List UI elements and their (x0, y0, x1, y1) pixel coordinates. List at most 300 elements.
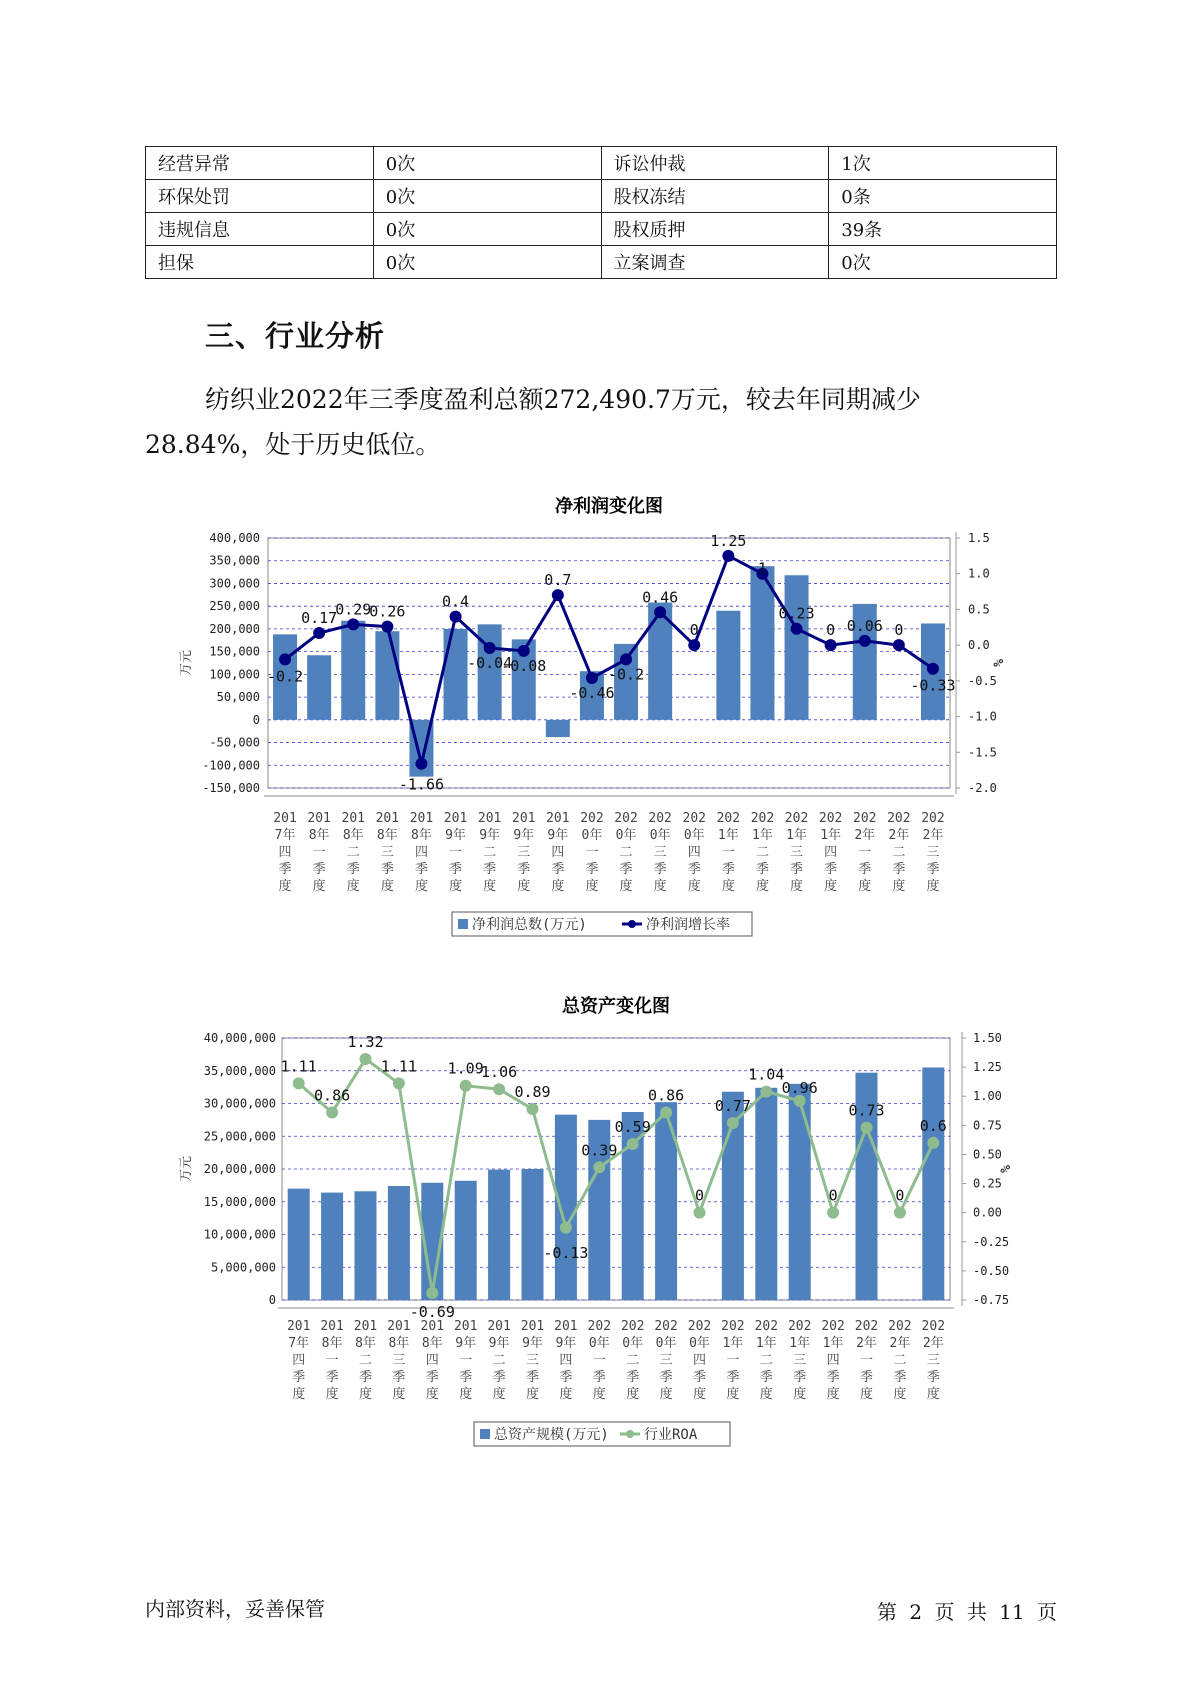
bar (789, 1084, 811, 1300)
x-tick-label: 度 (358, 1387, 373, 1402)
data-label: 0.06 (846, 616, 883, 635)
line-point (381, 621, 393, 633)
data-label: 0.46 (642, 588, 679, 607)
line-point (360, 1053, 372, 1065)
data-label: 0.96 (781, 1078, 818, 1097)
x-tick-label: 季 (687, 862, 701, 877)
x-tick-label: 1年 (820, 828, 842, 843)
x-tick-label: 二 (626, 1353, 640, 1368)
bar (341, 621, 365, 720)
table-row (146, 147, 1057, 180)
data-label: -0.08 (501, 656, 547, 675)
x-tick-label: 二 (492, 1353, 506, 1368)
line-point (827, 1207, 839, 1219)
x-tick-label: 季 (483, 862, 497, 877)
x-tick-label: 1年 (789, 1336, 811, 1351)
x-tick-label: 度 (892, 879, 906, 894)
data-label: -0.46 (569, 684, 615, 702)
line-point (326, 1107, 338, 1119)
x-tick-label: 1年 (786, 828, 807, 843)
line-point (694, 1207, 706, 1219)
x-tick-label: 2年 (889, 1336, 911, 1351)
y-tick-label-left: 0 (252, 712, 260, 727)
data-label: -0.2 (607, 665, 645, 684)
x-tick-label: 四 (559, 1353, 573, 1368)
x-tick-label: 201 (487, 1319, 511, 1334)
line-point (460, 1080, 472, 1092)
x-tick-label: 季 (721, 862, 735, 877)
x-tick-label: 9年 (455, 1336, 477, 1351)
x-tick-label: 2年 (922, 1336, 944, 1351)
bar (922, 1067, 944, 1300)
x-tick-label: 201 (320, 1319, 344, 1334)
data-label: 0.73 (848, 1101, 885, 1120)
x-tick-label: 0年 (649, 828, 671, 843)
y-tick-label-left: -100,000 (202, 758, 260, 773)
chart-title: 净利润变化图 (555, 496, 663, 517)
x-tick-label: 0年 (689, 1336, 710, 1351)
y-tick-label-right: -0.5 (968, 673, 997, 688)
x-tick-label: 季 (459, 1370, 473, 1385)
x-tick-label: 二 (358, 1353, 373, 1368)
x-tick-label: 202 (854, 1319, 879, 1334)
x-tick-label: 2年 (854, 828, 876, 843)
x-tick-label: 9年 (445, 828, 466, 843)
legend-bar-swatch (458, 919, 468, 929)
y-tick-label-right: 0.0 (968, 638, 990, 653)
x-tick-label: 8年 (388, 1336, 410, 1351)
x-tick-label: 季 (414, 862, 428, 877)
x-tick-label: 2年 (856, 1336, 877, 1351)
y-tick-label-left: 40,000,000 (203, 1031, 276, 1045)
data-label: -0.69 (409, 1303, 455, 1322)
y-tick-label-right: 0.25 (973, 1176, 1002, 1191)
risk-count: 0次 (829, 246, 1057, 279)
x-tick-label: 季 (380, 862, 394, 877)
y-tick-label-right: -0.75 (973, 1293, 1010, 1307)
y-tick-label-left: 5,000,000 (210, 1260, 276, 1275)
x-tick-label: 202 (648, 811, 672, 826)
x-tick-label: 度 (483, 879, 497, 894)
x-tick-label: 一 (449, 845, 463, 860)
x-tick-label: 度 (459, 1387, 473, 1402)
bar (546, 720, 570, 737)
x-tick-label: 度 (619, 879, 633, 894)
x-tick-label: 201 (307, 811, 331, 826)
y-tick-label-left: 15,000,000 (203, 1194, 276, 1209)
legend-label: 净利润总数(万元) (472, 917, 587, 933)
x-tick-label: 度 (414, 879, 428, 894)
x-tick-label: 二 (483, 845, 497, 860)
x-tick-label: 三 (380, 845, 394, 860)
y-tick-label-right: 1.5 (968, 531, 990, 545)
x-tick-label: 度 (893, 1387, 907, 1402)
x-tick-label: 季 (492, 1370, 506, 1385)
x-tick-label: 季 (653, 862, 667, 877)
y-tick-label-right: -2.0 (968, 781, 997, 795)
x-tick-label: 8年 (308, 828, 330, 843)
legend-label: 净利润增长率 (646, 917, 730, 933)
x-tick-label: 度 (392, 1387, 406, 1402)
line-point (527, 1103, 539, 1115)
x-tick-label: 度 (346, 879, 360, 894)
x-tick-label: 二 (759, 1353, 773, 1368)
x-tick-label: 四 (551, 845, 565, 860)
y-tick-label-right: 0.50 (973, 1147, 1002, 1162)
x-tick-label: 1年 (822, 1336, 844, 1351)
risk-label: 股权冻结 (601, 180, 829, 213)
x-tick-label: 季 (449, 862, 463, 877)
x-tick-label: 季 (926, 862, 940, 877)
x-tick-label: 度 (312, 879, 326, 894)
bar (755, 1088, 777, 1300)
line-point (347, 618, 359, 630)
x-tick-label: 二 (892, 845, 906, 860)
y-tick-label-right: 0.00 (973, 1205, 1002, 1220)
x-tick-label: 202 (721, 1319, 745, 1334)
line-point (760, 1086, 772, 1098)
x-tick-label: 季 (358, 1370, 373, 1385)
bar (785, 575, 809, 720)
x-tick-label: 季 (592, 1370, 606, 1385)
bar (388, 1186, 410, 1300)
total-assets-chart (0, 990, 1191, 1460)
x-tick-label: 三 (525, 1353, 540, 1368)
bar (488, 1170, 510, 1300)
data-label: 0.59 (614, 1117, 651, 1136)
x-tick-label: 三 (517, 845, 531, 860)
risk-count: 1次 (829, 147, 1057, 180)
x-tick-label: 度 (551, 879, 565, 894)
data-label: 0 (826, 621, 836, 640)
line-point (791, 623, 803, 635)
x-tick-label: 一 (459, 1353, 473, 1368)
risk-label: 股权质押 (601, 213, 829, 246)
y-tick-label-left: 50,000 (216, 690, 260, 705)
plot-area (268, 538, 950, 788)
y-tick-label-left: 200,000 (209, 621, 260, 636)
x-tick-label: 三 (659, 1353, 673, 1368)
x-tick-label: 度 (559, 1387, 573, 1402)
y-tick-label-left: -150,000 (202, 781, 260, 795)
x-tick-label: 季 (793, 1370, 807, 1385)
x-tick-label: 三 (790, 845, 804, 860)
x-tick-label: 度 (525, 1387, 540, 1402)
data-label: 0.39 (581, 1141, 618, 1160)
x-tick-label: 度 (755, 879, 769, 894)
data-label: -0.04 (467, 654, 513, 672)
x-tick-label: 四 (824, 845, 838, 860)
y-tick-label-left: 300,000 (209, 576, 260, 591)
x-tick-label: 季 (858, 862, 872, 877)
y-tick-label-left: 250,000 (209, 599, 260, 614)
line-point (722, 550, 734, 562)
x-tick-label: 季 (790, 862, 804, 877)
data-label: 1 (757, 559, 767, 578)
line-point (560, 1222, 572, 1234)
x-tick-label: 8年 (355, 1336, 376, 1351)
bar (444, 629, 468, 720)
x-tick-label: 8年 (421, 1336, 443, 1351)
x-tick-label: 二 (619, 845, 633, 860)
x-tick-label: 度 (585, 879, 599, 894)
data-label: 1.11 (380, 1057, 417, 1076)
data-label: 0.77 (714, 1097, 751, 1116)
x-tick-label: 8年 (376, 828, 398, 843)
x-tick-label: 三 (926, 845, 940, 860)
x-tick-label: 8年 (342, 828, 364, 843)
x-tick-label: 季 (826, 1370, 840, 1385)
data-label: 0.6 (919, 1116, 947, 1135)
y-tick-label-left: 25,000,000 (203, 1129, 276, 1144)
table-row (146, 246, 1057, 279)
line-point (393, 1077, 405, 1089)
x-tick-label: 度 (278, 879, 292, 894)
data-label: 0.26 (369, 602, 406, 621)
x-tick-label: 四 (692, 1353, 707, 1368)
x-tick-label: 度 (325, 1387, 339, 1402)
data-label: 1.06 (481, 1063, 518, 1082)
x-tick-label: 9年 (547, 828, 569, 843)
data-label: 0.86 (648, 1086, 685, 1105)
x-tick-label: 一 (585, 845, 599, 860)
x-tick-label: 201 (546, 811, 570, 826)
y-tick-label-left: 350,000 (209, 553, 260, 568)
x-tick-label: 度 (380, 879, 394, 894)
data-label: 0 (689, 621, 699, 640)
line-point (620, 653, 632, 665)
chart-title: 总资产变化图 (562, 996, 670, 1017)
x-tick-label: 201 (409, 811, 434, 826)
line-point (586, 672, 598, 684)
x-tick-label: 一 (325, 1353, 339, 1368)
x-tick-label: 季 (325, 1370, 339, 1385)
data-label: 0.23 (778, 604, 815, 623)
x-tick-label: 2年 (888, 828, 910, 843)
y-tick-label-right: 1.25 (973, 1060, 1002, 1075)
x-tick-label: 季 (619, 862, 633, 877)
x-tick-label: 202 (754, 1319, 779, 1334)
x-tick-label: 度 (726, 1387, 740, 1402)
x-tick-label: 1年 (717, 828, 739, 843)
x-tick-label: 二 (755, 845, 769, 860)
data-label: -0.2 (266, 667, 304, 686)
y-tick-label-left: 20,000,000 (203, 1162, 276, 1176)
x-tick-label: 202 (654, 1319, 678, 1334)
x-tick-label: 一 (721, 845, 735, 860)
risk-count: 0次 (373, 213, 601, 246)
risk-count: 0条 (829, 180, 1057, 213)
x-tick-label: 8年 (321, 1336, 343, 1351)
x-tick-label: 度 (687, 879, 701, 894)
risk-label: 诉讼仲裁 (601, 147, 829, 180)
x-tick-label: 度 (859, 1387, 874, 1402)
legend-label: 行业ROA (644, 1427, 698, 1443)
x-tick-label: 季 (824, 862, 838, 877)
confidential-note: 内部资料，妥善保管 (145, 1597, 325, 1621)
line-point (450, 611, 462, 623)
x-tick-label: 202 (888, 1319, 912, 1334)
x-tick-label: 201 (353, 1319, 378, 1334)
line-point (627, 1138, 639, 1150)
x-tick-label: 0年 (588, 1336, 610, 1351)
x-tick-label: 度 (659, 1387, 673, 1402)
y-tick-label-right: -0.50 (973, 1263, 1010, 1278)
x-tick-label: 度 (425, 1387, 439, 1402)
x-tick-label: 0年 (622, 1336, 644, 1351)
x-tick-label: 0年 (655, 1336, 677, 1351)
line-point (279, 653, 291, 665)
x-tick-label: 季 (585, 862, 599, 877)
bar (321, 1193, 343, 1300)
x-tick-label: 一 (859, 1353, 874, 1368)
y-tick-label-right: 1.00 (973, 1089, 1002, 1104)
y-tick-label-right: 1.50 (973, 1031, 1002, 1045)
y-tick-label-right: 1.0 (968, 566, 990, 581)
x-tick-label: 季 (278, 862, 292, 877)
x-tick-label: 季 (926, 1370, 940, 1385)
line-point (927, 1137, 939, 1149)
x-tick-label: 1年 (722, 1336, 744, 1351)
x-tick-label: 202 (784, 811, 809, 826)
x-tick-label: 季 (312, 862, 326, 877)
x-tick-label: 202 (818, 811, 843, 826)
line-point (484, 642, 496, 654)
line-point (552, 589, 564, 601)
x-tick-label: 季 (392, 1370, 406, 1385)
paragraph-line: 28.84%，处于历史低位。 (145, 430, 441, 459)
risk-count: 39条 (829, 213, 1057, 246)
x-tick-label: 9年 (522, 1336, 543, 1351)
y-tick-label-left: 0 (268, 1293, 276, 1307)
x-tick-label: 季 (892, 862, 906, 877)
y-tick-label-right: 0.5 (968, 602, 990, 617)
x-tick-label: 二 (893, 1353, 907, 1368)
x-tick-label: 季 (292, 1370, 306, 1385)
line-point (859, 635, 871, 647)
data-label: 0.4 (442, 592, 470, 611)
y-tick-label-right: -0.25 (973, 1234, 1010, 1249)
data-label: 0 (895, 1186, 905, 1205)
x-tick-label: 9年 (488, 1336, 510, 1351)
y-axis-title-left: 万元 (179, 649, 194, 677)
line-point (654, 606, 666, 618)
x-tick-label: 度 (826, 1387, 840, 1402)
analysis-paragraph (145, 377, 1057, 467)
x-tick-label: 9年 (479, 828, 501, 843)
x-tick-label: 季 (755, 862, 769, 877)
x-tick-label: 202 (614, 811, 638, 826)
x-tick-label: 1年 (755, 1336, 777, 1351)
x-tick-label: 季 (626, 1370, 640, 1385)
x-tick-label: 2年 (922, 828, 944, 843)
table-row (146, 180, 1057, 213)
x-tick-label: 201 (477, 811, 502, 826)
x-tick-label: 201 (512, 811, 536, 826)
bar (375, 631, 399, 720)
x-tick-label: 季 (893, 1370, 907, 1385)
x-tick-label: 度 (292, 1387, 306, 1402)
x-tick-label: 202 (821, 1319, 845, 1334)
y-tick-label-left: 10,000,000 (203, 1227, 276, 1242)
y-tick-label-left: 30,000,000 (203, 1096, 276, 1111)
x-tick-label: 201 (420, 1319, 445, 1334)
x-tick-label: 季 (346, 862, 360, 877)
risk-label: 立案调查 (601, 246, 829, 279)
data-label: 0 (894, 621, 904, 640)
line-point (825, 639, 837, 651)
data-label: 0.17 (301, 609, 338, 627)
line-point (415, 758, 427, 770)
risk-summary-table (145, 146, 1057, 279)
x-tick-label: 度 (926, 1387, 940, 1402)
x-tick-label: 度 (926, 879, 940, 894)
legend-label: 总资产规模(万元) (494, 1427, 609, 1443)
x-tick-label: 四 (826, 1353, 840, 1368)
x-tick-label: 201 (453, 1319, 478, 1334)
data-label: 1.11 (280, 1057, 317, 1076)
bar (307, 655, 331, 720)
legend-bar-swatch (480, 1429, 490, 1439)
line-point (518, 645, 530, 657)
legend-line-marker (626, 1430, 634, 1438)
x-tick-label: 度 (721, 879, 735, 894)
x-tick-label: 季 (726, 1370, 740, 1385)
x-tick-label: 8年 (411, 828, 432, 843)
x-tick-label: 0年 (581, 828, 603, 843)
line-point (426, 1287, 438, 1299)
x-tick-label: 三 (392, 1353, 406, 1368)
x-tick-label: 1年 (752, 828, 773, 843)
x-tick-label: 季 (525, 1370, 540, 1385)
x-tick-label: 季 (517, 862, 531, 877)
x-tick-label: 三 (653, 845, 667, 860)
risk-label: 经营异常 (146, 147, 374, 180)
x-tick-label: 一 (726, 1353, 740, 1368)
y-tick-label-right: -1.0 (968, 709, 997, 724)
data-label: -0.33 (910, 676, 956, 695)
line-point (593, 1161, 605, 1173)
line-point (927, 663, 939, 675)
data-label: 1.09 (447, 1059, 484, 1078)
paragraph-line: 纺织业2022年三季度盈利总额272,490.7万元，较去年同期减少 (205, 385, 921, 414)
data-label: 0 (694, 1186, 705, 1205)
x-tick-label: 度 (824, 879, 838, 894)
risk-count: 0次 (373, 180, 601, 213)
x-tick-label: 度 (449, 879, 463, 894)
line-point (313, 627, 325, 639)
x-tick-label: 二 (346, 845, 360, 860)
y-axis-title-right: % (999, 1165, 1014, 1173)
x-tick-label: 202 (787, 1319, 812, 1334)
x-tick-label: 三 (793, 1353, 807, 1368)
x-tick-label: 201 (554, 1319, 578, 1334)
y-tick-label-right: 0.75 (973, 1118, 1002, 1133)
x-tick-label: 四 (687, 845, 701, 860)
line-point (293, 1077, 305, 1089)
line-point (727, 1117, 739, 1129)
data-label: 1.04 (748, 1065, 785, 1084)
x-tick-label: 度 (790, 879, 804, 894)
x-tick-label: 7年 (274, 828, 296, 843)
y-tick-label-left: 400,000 (209, 531, 260, 545)
line-point (493, 1083, 505, 1095)
x-tick-label: 0年 (683, 828, 705, 843)
x-tick-label: 季 (559, 1370, 573, 1385)
x-tick-label: 202 (580, 811, 604, 826)
x-tick-label: 季 (425, 1370, 439, 1385)
x-tick-label: 201 (387, 1319, 411, 1334)
